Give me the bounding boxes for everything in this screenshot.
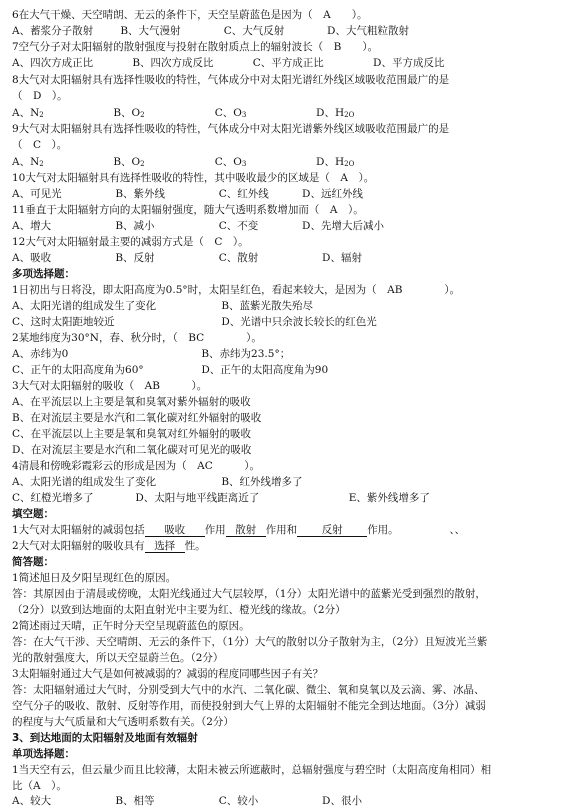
m3-option-b: B、在对流层主要是水汽和二氧化碳对红外辐射的吸收 — [12, 412, 262, 424]
n1-stem-cont: 比（A ）。 — [12, 780, 67, 792]
q9-stem-cont: （ C ）。 — [12, 139, 68, 151]
m1-options-row2 — [12, 315, 568, 329]
s1-answer-line1: 答：其原因由于清晨或傍晚，太阳光线通过大气层较厚，（1分）太阳光谱中的蓝紫光受到强烈的散射， — [12, 588, 486, 600]
m2-option-a: A、赤纬为0 — [12, 348, 69, 360]
f1-answer-2: 散射 — [226, 524, 266, 537]
n1-option-a: A、较大 — [12, 795, 52, 807]
q7-stem: 7空气分子对太阳辐射的散射强度与投射在散射质点上的辐射波长（ B ）。 — [12, 41, 379, 53]
m4-option-a: A、太阳光谱的组成发生了变化 — [12, 476, 157, 488]
q10-option-a: A、可见光 — [12, 188, 62, 200]
q11-options — [12, 219, 568, 233]
q6-option-c: C、大气反射 — [223, 25, 285, 37]
q6-stem: 6在大气干燥、天空晴朗、无云的条件下，天空呈蔚蓝色是因为（ A ）。 — [12, 9, 368, 21]
m2-options-row1 — [12, 347, 568, 361]
q6-option-b: B、大气漫射 — [120, 25, 181, 37]
q6-option-a: A、蓄浆分子散射 — [12, 25, 94, 37]
q7-option-b: B、四次方成反比 — [132, 57, 214, 69]
q7-option-c: C、平方成正比 — [252, 57, 324, 69]
m3-option-c: C、在平流层以上主要是氧和臭氧对红外辐射的吸收 — [12, 428, 252, 440]
q11-option-c: C、不变 — [218, 220, 259, 232]
f1-answer-3: 反射 — [297, 524, 367, 537]
q8-option-b: B、O2 — [113, 107, 145, 119]
f2-sentence: 2大气对太阳辐射的吸收具有 选择 性。 — [12, 540, 206, 552]
s3-question: 3太阳辐射通过大气是如何被减弱的？减弱的程度同哪些因子有关？ — [12, 668, 324, 680]
m1-option-d: D、光谱中只余波长较长的红色光 — [221, 316, 377, 328]
n1-stem: 1当天空有云，但云量少而且比较薄，太阳未被云所遮蔽时，总辐射强度与碧空时（太阳高度角相同）相 — [12, 764, 492, 776]
q9-option-b: B、O2 — [113, 156, 145, 168]
q10-option-c: C、红外线 — [218, 188, 269, 200]
q10-option-b: B、紫外线 — [115, 188, 166, 200]
m1-option-b: B、蓝紫光散失殆尽 — [221, 300, 314, 312]
q9-stem: 9大气对太阳辐射具有选择性吸收的特性，气体成分中对太阳光谱紫外线区域吸收范围最广的是 — [12, 123, 450, 135]
q9-option-d: D、H2O — [316, 156, 355, 168]
section3-heading: 3、到达地面的太阳辐射及地面有效辐射 — [12, 732, 198, 744]
q8-option-c: C、O3 — [214, 107, 247, 119]
s3-answer-line1: 答：太阳辐射通过大气时，分别受到大气中的水汽、二氧化碳、微尘、氧和臭氧以及云滴、雾、冰晶、 — [12, 684, 485, 696]
m3-stem: 3大气对太阳辐射的吸收（ AB ）。 — [12, 380, 208, 392]
m1-option-a: A、太阳光谱的组成发生了变化 — [12, 300, 157, 312]
q8-stem-cont: （ D ）。 — [12, 90, 68, 102]
q12-option-d: D、辐射 — [322, 252, 362, 264]
s3-answer-line2: 空气分子的吸收、散射、反射等作用，而使投射到大气上界的太阳辐射不能完全到达地面。（3分）减弱 — [12, 700, 486, 712]
n1-option-c: C、较小 — [218, 795, 259, 807]
m3-option-a: A、在平流层以上主要是氧和臭氧对紫外辐射的吸收 — [12, 396, 251, 408]
s2-answer-line1: 答：在大气干涉、天空晴朗、无云的条件下，（1分）大气的散射以分子散射为主，（2分）且短波光兰紫 — [12, 636, 488, 648]
m4-option-b: B、红外线增多了 — [221, 476, 303, 488]
q7-option-a: A、四次方成正比 — [12, 57, 94, 69]
m2-option-c: C、正午的太阳高度角为60° — [12, 364, 144, 376]
m2-option-b: B、赤纬为23.5°； — [201, 348, 291, 360]
q12-option-c: C、散射 — [218, 252, 259, 264]
m4-option-c: C、红橙光增多了 — [12, 492, 94, 504]
n1-options — [12, 794, 568, 808]
q9-options — [12, 155, 568, 171]
n1-option-d: D、很小 — [322, 795, 362, 807]
q6-options — [12, 24, 568, 38]
m1-stem: 1日初出与日将没，即太阳高度为0.5°时，太阳呈红色，看起来较大，是因为（ AB ）。 — [12, 284, 461, 296]
fill-blank-heading: 填空题： — [12, 508, 54, 520]
m2-option-d: D、正午的太阳高度角为90 — [201, 364, 329, 376]
s2-answer-line2: 光的散射强度大，所以天空显蔚兰色。（2分） — [12, 652, 224, 664]
q8-option-d: D、H2O — [316, 107, 355, 119]
m4-stem: 4清晨和傍晚彩霞彩云的形成是因为（ AC ）。 — [12, 460, 261, 472]
q11-option-a: A、增大 — [12, 220, 52, 232]
s1-answer-line2: （2分）以致到达地面的太阳直射光中主要为红、橙光线的缘故。（2分） — [12, 604, 346, 616]
q12-option-b: B、反射 — [115, 252, 155, 264]
m1-option-c: C、这时太阳距地较近 — [12, 316, 115, 328]
q6-option-d: D、大气粗粒散射 — [327, 25, 409, 37]
m2-options-row2 — [12, 363, 568, 377]
q8-options — [12, 106, 568, 122]
q12-options — [12, 251, 568, 265]
n1-option-b: B、相等 — [115, 795, 155, 807]
q12-option-a: A、吸收 — [12, 252, 52, 264]
short-answer-heading: 简答题： — [12, 556, 54, 568]
q10-options — [12, 187, 568, 201]
f1-answer-1: 吸收 — [145, 524, 205, 537]
q7-option-d: D、平方成反比 — [373, 57, 445, 69]
q7-options — [12, 56, 568, 70]
q11-stem: 11垂直于太阳辐射方向的太阳辐射强度，随大气透明系数增加而（ A ）。 — [12, 204, 364, 216]
q10-option-d: D、远红外线 — [302, 188, 363, 200]
m2-stem: 2某地纬度为30°N，春、秋分时，（ BC ）。 — [12, 332, 262, 344]
f1-sentence: 1大气对太阳辐射的减弱包括 吸收 作用 散射 作用和 反射 作用。 、、 — [12, 524, 466, 536]
q12-stem: 12大气对太阳辐射最主要的减弱方式是（ C ）。 — [12, 236, 249, 248]
m1-options-row1 — [12, 299, 568, 313]
m4-options-row1 — [12, 475, 568, 489]
f1-tail-marks: 、、 — [449, 524, 466, 536]
single-choice-heading: 单项选择题： — [12, 748, 75, 760]
multi-choice-heading: 多项选择题： — [12, 268, 75, 280]
q8-option-a: A、N2 — [12, 107, 44, 119]
s2-question: 2简述雨过天晴，正午时分天空呈现蔚蓝色的原因。 — [12, 620, 250, 632]
s1-question: 1简述旭日及夕阳呈现红色的原因。 — [12, 572, 177, 584]
q9-option-c: C、O3 — [214, 156, 247, 168]
m4-option-d: D、太阳与地平线距离近了 — [135, 492, 260, 504]
s3-answer-line3: 的程度与大气质量和大气透明系数有关。（2分） — [12, 716, 234, 728]
q10-stem: 10大气对太阳辐射具有选择性吸收的特性，其中吸收最少的区域是（ A ）。 — [12, 172, 375, 184]
q8-stem: 8大气对太阳辐射具有选择性吸收的特性，气体成分中对太阳光谱红外线区域吸收范围最广的是 — [12, 74, 450, 86]
m4-options-row2 — [12, 491, 568, 505]
q9-option-a: A、N2 — [12, 156, 44, 168]
f2-answer-1: 选择 — [145, 540, 185, 553]
m3-option-d: D、在对流层主要是水汽和二氧化碳对可见光的吸收 — [12, 444, 252, 456]
q11-option-b: B、减小 — [115, 220, 155, 232]
m4-option-e: E、紫外线增多了 — [348, 492, 430, 504]
q11-option-d: D、先增大后减小 — [302, 220, 384, 232]
